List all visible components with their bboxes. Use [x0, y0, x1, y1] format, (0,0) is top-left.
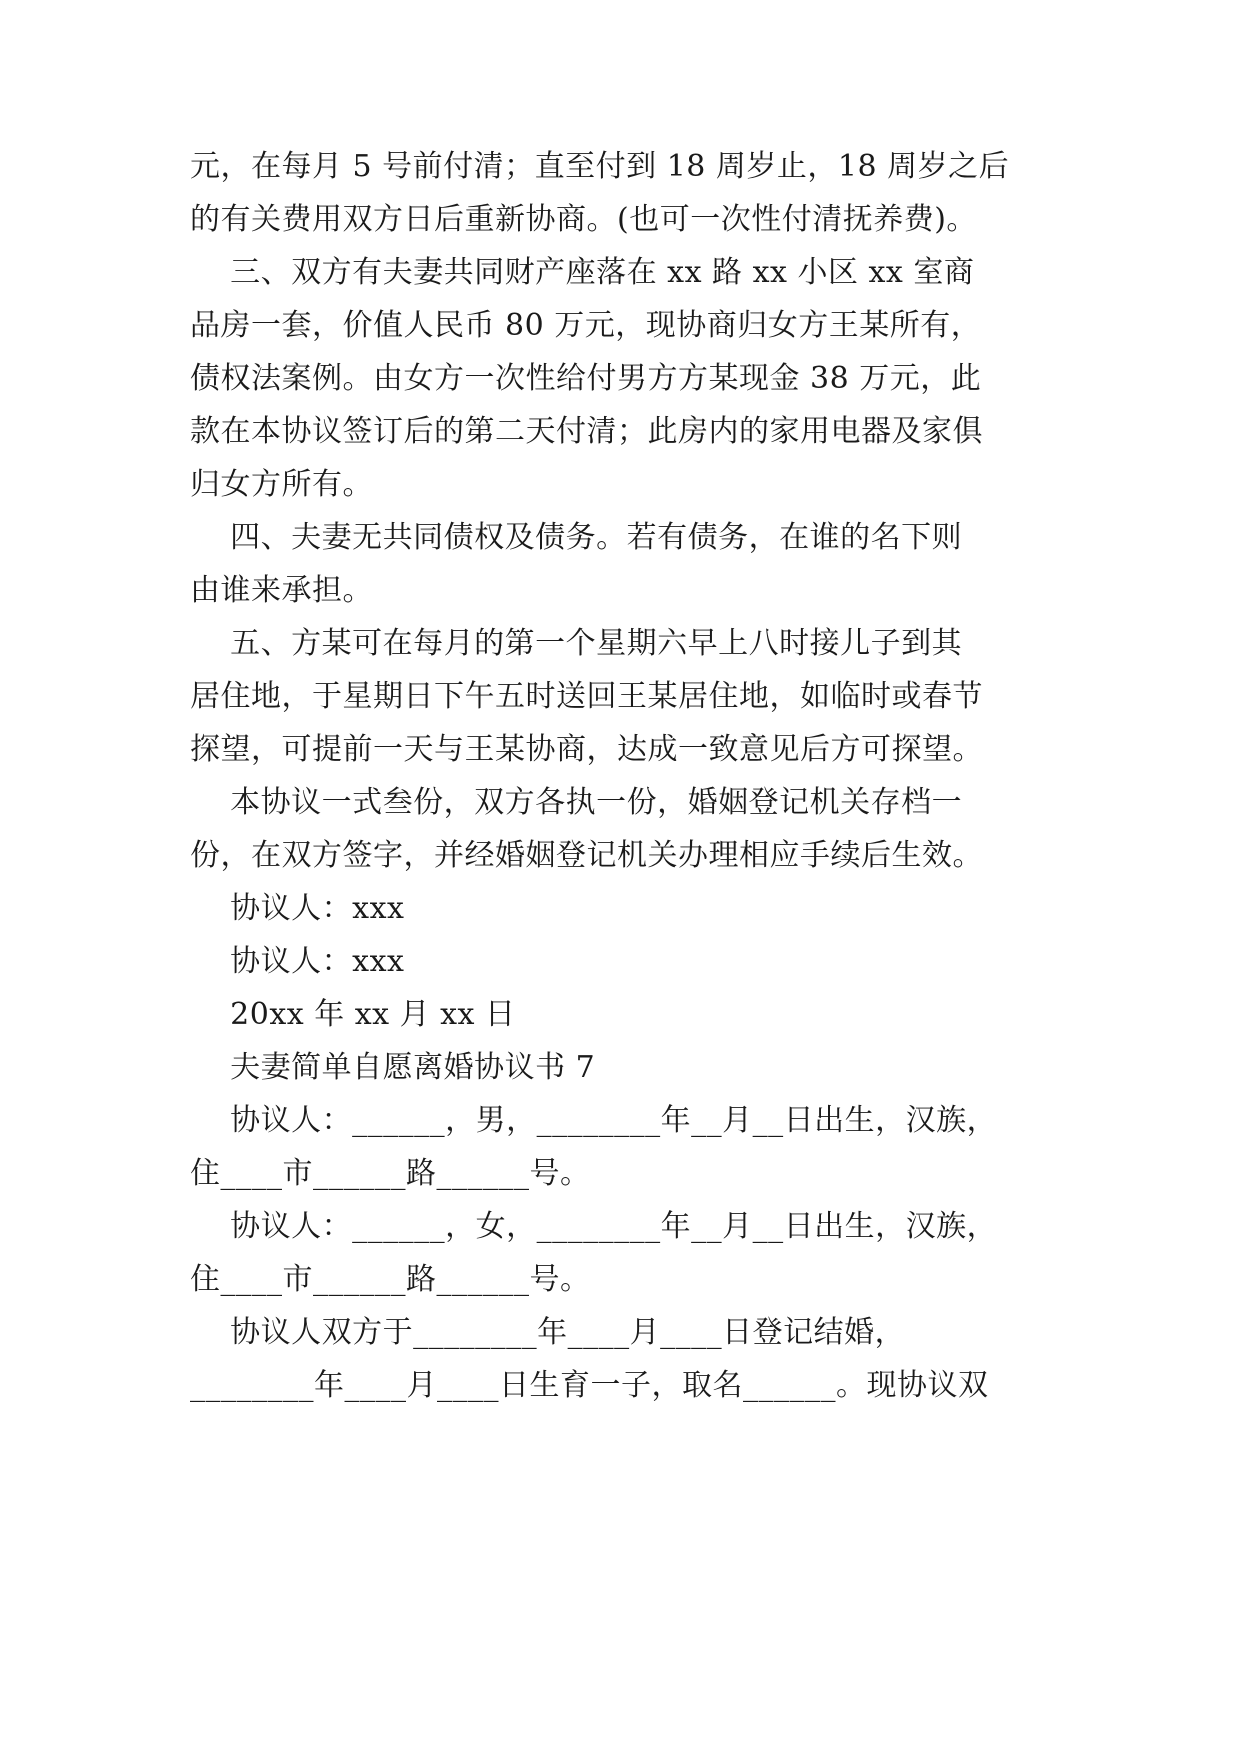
- text-line: 协议人：xxx: [190, 891, 405, 926]
- text-line: 协议人：______，女，________年__月__日出生，汉族，: [190, 1209, 998, 1244]
- text-line: 款在本协议签订后的第二天付清；此房内的家用电器及家俱: [190, 414, 983, 449]
- text-line: 份，在双方签字，并经婚姻登记机关办理相应手续后生效。: [190, 838, 983, 873]
- text-line: 归女方所有。: [190, 467, 373, 502]
- text-line: 探望，可提前一天与王某协商，达成一致意见后方可探望。: [190, 732, 983, 767]
- text-line: 20xx 年 xx 月 xx 日: [190, 997, 516, 1032]
- text-line: 协议人：______，男，________年__月__日出生，汉族，: [190, 1103, 998, 1138]
- text-line: 住____市______路______号。: [190, 1262, 591, 1297]
- text-line: 品房一套，价值人民币 80 万元，现协商归女方王某所有，: [190, 308, 982, 343]
- text-line: 本协议一式叁份，双方各执一份，婚姻登记机关存档一: [190, 785, 963, 820]
- text-line: 协议人双方于________年____月____日登记结婚，: [190, 1315, 906, 1350]
- text-line: 由谁来承担。: [190, 573, 373, 608]
- text-line: 五、方某可在每月的第一个星期六早上八时接儿子到其: [190, 626, 963, 661]
- text-line: 三、双方有夫妻共同财产座落在 xx 路 xx 小区 xx 室商: [190, 255, 975, 290]
- text-line: 的有关费用双方日后重新协商。(也可一次性付清抚养费)。: [190, 202, 977, 237]
- section-title: 夫妻简单自愿离婚协议书 7: [190, 1050, 596, 1085]
- text-line: 居住地，于星期日下午五时送回王某居住地，如临时或春节: [190, 679, 983, 714]
- text-line: 四、夫妻无共同债权及债务。若有债务，在谁的名下则: [190, 520, 963, 555]
- text-line: 元，在每月 5 号前付清；直至付到 18 周岁止，18 周岁之后: [190, 149, 1010, 184]
- text-line: 债权法案例。由女方一次性给付男方方某现金 38 万元，此: [190, 361, 982, 396]
- text-line: ________年____月____日生育一子，取名______。现协议双: [190, 1368, 989, 1403]
- text-line: 住____市______路______号。: [190, 1156, 591, 1191]
- text-line: 协议人：xxx: [190, 944, 405, 979]
